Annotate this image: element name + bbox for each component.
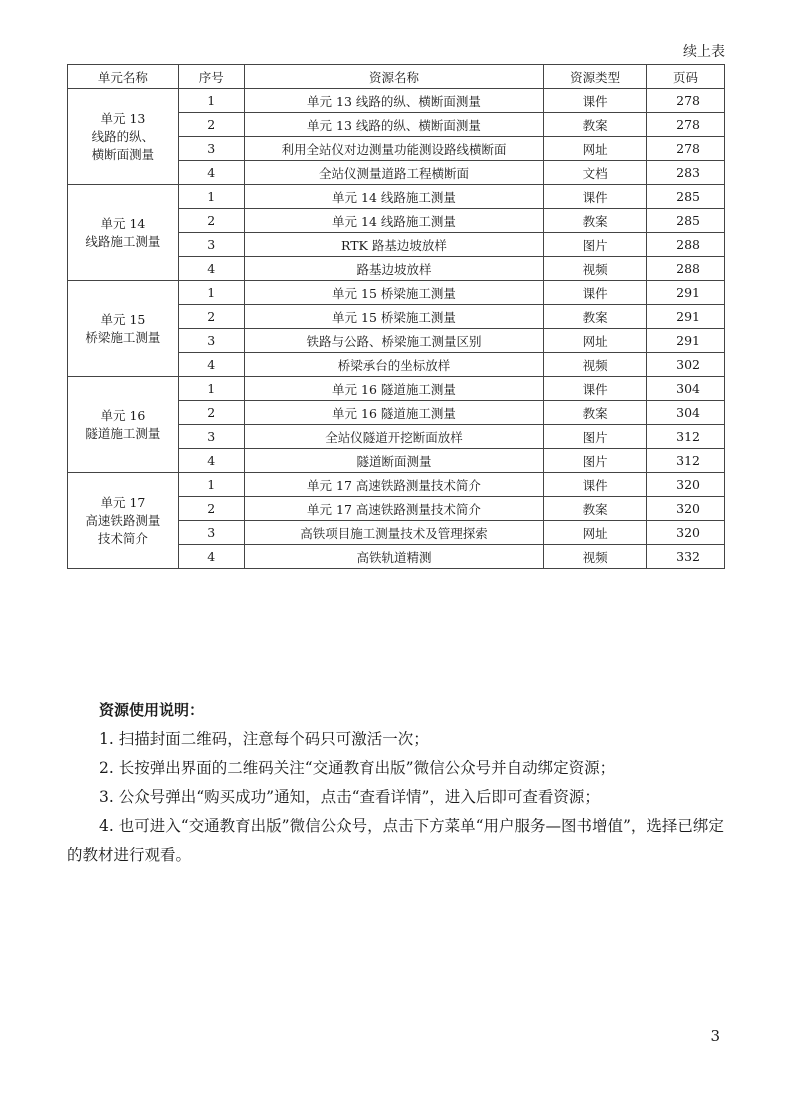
page-cell: 288 [647, 233, 725, 257]
resource-type-cell: 文档 [544, 161, 647, 185]
sequence-cell: 1 [178, 473, 244, 497]
resource-type-cell: 图片 [544, 425, 647, 449]
resource-type-cell: 视频 [544, 353, 647, 377]
unit-name-line: 桥梁施工测量 [85, 329, 161, 345]
page-cell: 285 [647, 209, 725, 233]
page-cell: 278 [647, 137, 725, 161]
sequence-cell: 1 [178, 377, 244, 401]
resource-name-cell: 隧道断面测量 [244, 449, 543, 473]
unit-name-line: 隧道施工测量 [85, 425, 161, 441]
header-sequence: 序号 [178, 65, 244, 89]
resource-name-cell: 全站仪测量道路工程横断面 [244, 161, 543, 185]
page-cell: 283 [647, 161, 725, 185]
resource-type-cell: 教案 [544, 497, 647, 521]
notes-item: 3. 公众号弹出“购买成功”通知，点击“查看详情”，进入后即可查看资源； [99, 788, 600, 806]
sequence-cell: 1 [178, 281, 244, 305]
resource-type-cell: 教案 [544, 401, 647, 425]
sequence-cell: 1 [178, 185, 244, 209]
page-cell: 291 [647, 329, 725, 353]
resource-type-cell: 网址 [544, 137, 647, 161]
resource-name-cell: 单元 14 线路施工测量 [244, 185, 543, 209]
resource-type-cell: 图片 [544, 233, 647, 257]
resource-name-cell: 单元 16 隧道施工测量 [244, 401, 543, 425]
resource-name-cell: 单元 13 线路的纵、横断面测量 [244, 89, 543, 113]
resource-name-cell: 单元 15 桥梁施工测量 [244, 305, 543, 329]
unit-name-line: 线路施工测量 [85, 233, 161, 249]
notes-item: 2. 长按弹出界面的二维码关注“交通教育出版”微信公众号并自动绑定资源； [99, 759, 616, 777]
unit-name-line: 单元 14 [100, 215, 146, 231]
sequence-cell: 3 [178, 329, 244, 353]
resource-table [67, 64, 725, 569]
table-row [68, 377, 725, 401]
resource-type-cell: 视频 [544, 257, 647, 281]
resource-type-cell: 教案 [544, 305, 647, 329]
unit-name-line: 单元 15 [100, 311, 146, 327]
sequence-cell: 2 [178, 497, 244, 521]
resource-name-cell: 单元 17 高速铁路测量技术简介 [244, 473, 543, 497]
page-cell: 320 [647, 521, 725, 545]
resource-type-cell: 课件 [544, 281, 647, 305]
unit-name-cell [68, 185, 179, 281]
page-cell: 278 [647, 113, 725, 137]
unit-name-line: 技术简介 [97, 530, 148, 546]
page-cell: 291 [647, 305, 725, 329]
page-cell: 278 [647, 89, 725, 113]
unit-name-cell [68, 281, 179, 377]
resource-name-cell: 路基边坡放样 [244, 257, 543, 281]
page-cell: 304 [647, 401, 725, 425]
resource-name-cell: 单元 15 桥梁施工测量 [244, 281, 543, 305]
table-row [68, 281, 725, 305]
header-resource-name: 资源名称 [244, 65, 543, 89]
resource-name-cell: 利用全站仪对边测量功能测设路线横断面 [244, 137, 543, 161]
resource-name-cell: RTK 路基边坡放样 [244, 233, 543, 257]
resource-type-cell: 教案 [544, 113, 647, 137]
notes-title: 资源使用说明： [99, 701, 205, 719]
sequence-cell: 3 [178, 521, 244, 545]
page-cell: 285 [647, 185, 725, 209]
sequence-cell: 3 [178, 137, 244, 161]
usage-notes [67, 696, 737, 870]
header-resource-type: 资源类型 [544, 65, 647, 89]
page-cell: 320 [647, 497, 725, 521]
continued-label: 续上表 [683, 44, 725, 60]
page-number: 3 [710, 1027, 720, 1045]
sequence-cell: 4 [178, 545, 244, 569]
sequence-cell: 4 [178, 161, 244, 185]
page-cell: 304 [647, 377, 725, 401]
resource-type-cell: 视频 [544, 545, 647, 569]
header-page: 页码 [647, 65, 725, 89]
page-cell: 291 [647, 281, 725, 305]
resource-name-cell: 单元 14 线路施工测量 [244, 209, 543, 233]
resource-type-cell: 课件 [544, 89, 647, 113]
resource-name-cell: 单元 13 线路的纵、横断面测量 [244, 113, 543, 137]
unit-name-line: 单元 13 [100, 110, 146, 126]
resource-name-cell: 单元 16 隧道施工测量 [244, 377, 543, 401]
resource-type-cell: 课件 [544, 377, 647, 401]
unit-name-line: 单元 16 [100, 407, 146, 423]
sequence-cell: 4 [178, 257, 244, 281]
page-cell: 332 [647, 545, 725, 569]
unit-name-line: 单元 17 [100, 494, 146, 510]
table-header-row [68, 65, 725, 89]
resource-type-cell: 课件 [544, 185, 647, 209]
resource-name-cell: 高铁项目施工测量技术及管理探索 [244, 521, 543, 545]
unit-name-cell [68, 89, 179, 185]
page-cell: 320 [647, 473, 725, 497]
resource-name-cell: 铁路与公路、桥梁施工测量区别 [244, 329, 543, 353]
notes-item: 4. 也可进入“交通教育出版”微信公众号，点击下方菜单“用户服务—图书增值”，选择已绑定的教材进行观看。 [67, 817, 724, 864]
resource-type-cell: 网址 [544, 521, 647, 545]
sequence-cell: 2 [178, 305, 244, 329]
sequence-cell: 2 [178, 209, 244, 233]
sequence-cell: 4 [178, 449, 244, 473]
sequence-cell: 2 [178, 401, 244, 425]
page-cell: 312 [647, 449, 725, 473]
header-unit-name: 单元名称 [68, 65, 179, 89]
sequence-cell: 1 [178, 89, 244, 113]
page-cell: 302 [647, 353, 725, 377]
unit-name-line: 横断面测量 [91, 146, 155, 162]
sequence-cell: 4 [178, 353, 244, 377]
resource-name-cell: 桥梁承台的坐标放样 [244, 353, 543, 377]
table-body [68, 89, 725, 569]
resource-name-cell: 高铁轨道精测 [244, 545, 543, 569]
resource-type-cell: 网址 [544, 329, 647, 353]
notes-item: 1. 扫描封面二维码，注意每个码只可激活一次； [99, 730, 429, 748]
sequence-cell: 2 [178, 113, 244, 137]
table-row [68, 473, 725, 497]
unit-name-cell [68, 377, 179, 473]
resource-name-cell: 全站仪隧道开挖断面放样 [244, 425, 543, 449]
resource-type-cell: 图片 [544, 449, 647, 473]
sequence-cell: 3 [178, 233, 244, 257]
page-cell: 288 [647, 257, 725, 281]
table-row [68, 89, 725, 113]
unit-name-line: 高速铁路测量 [85, 512, 161, 528]
resource-type-cell: 课件 [544, 473, 647, 497]
resource-name-cell: 单元 17 高速铁路测量技术简介 [244, 497, 543, 521]
resource-type-cell: 教案 [544, 209, 647, 233]
sequence-cell: 3 [178, 425, 244, 449]
unit-name-line: 线路的纵、 [91, 128, 155, 144]
page-cell: 312 [647, 425, 725, 449]
unit-name-cell [68, 473, 179, 569]
table-row [68, 185, 725, 209]
